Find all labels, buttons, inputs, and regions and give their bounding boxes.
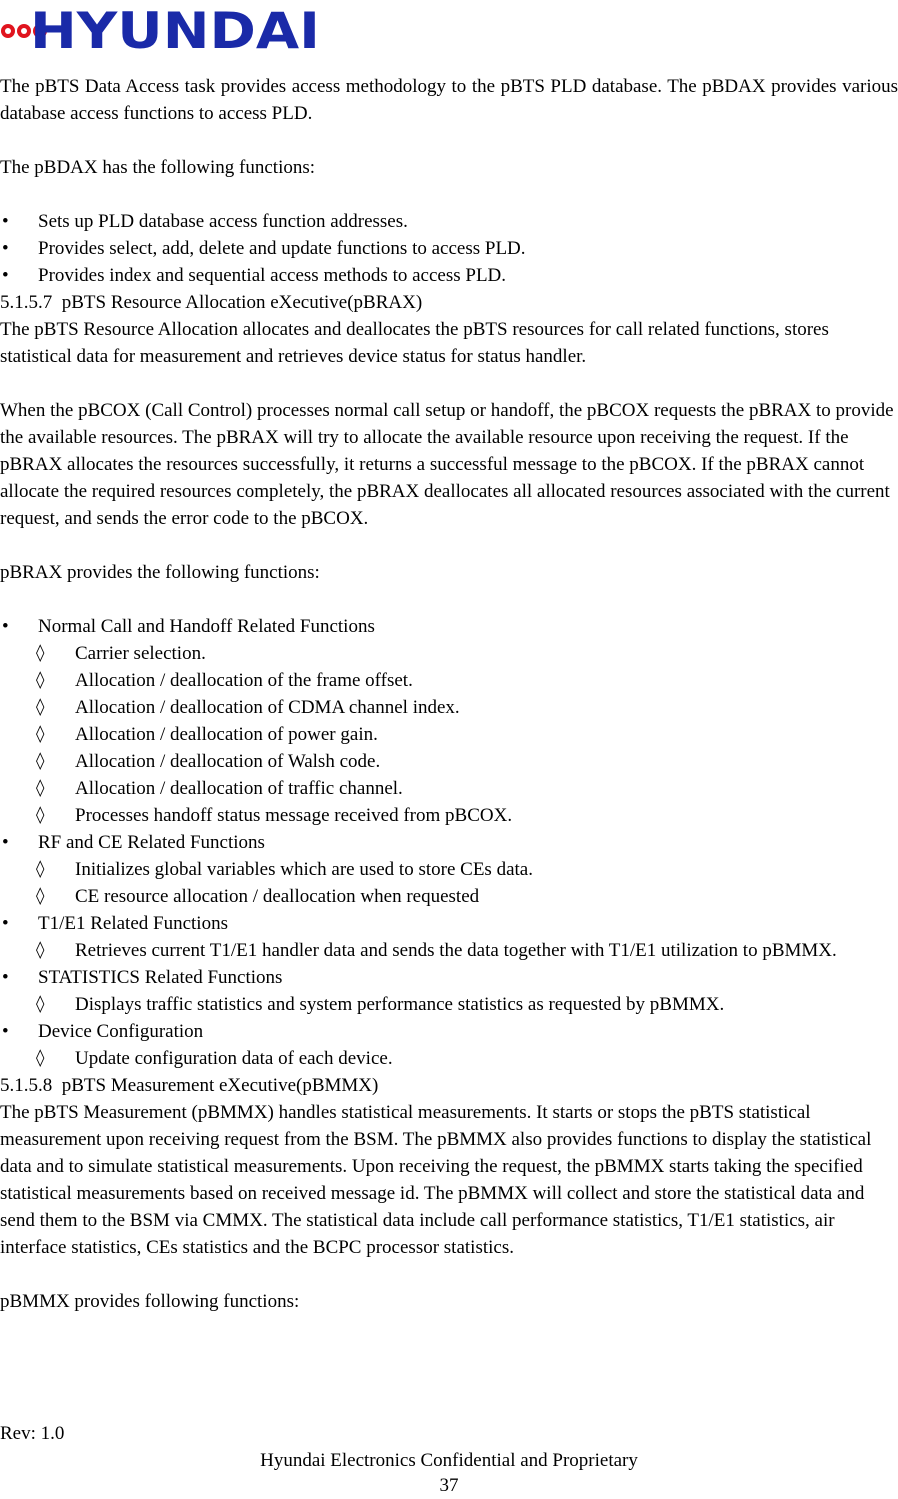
bullet-icon: • <box>2 832 9 853</box>
section-number: 5.1.5.8 <box>0 1075 53 1096</box>
diamond-icon: ◊ <box>36 724 45 744</box>
bullet-icon: • <box>2 238 9 259</box>
sub-list-item: ◊ CE resource allocation / deallocation when requested <box>0 883 898 910</box>
diamond-icon: ◊ <box>36 886 45 906</box>
list-item: • RF and CE Related Functions <box>0 829 898 856</box>
diamond-icon: ◊ <box>36 697 45 717</box>
revision-label: Rev: 1.0 <box>0 1423 65 1444</box>
list-item: • STATISTICS Related Functions <box>0 964 898 991</box>
bullet-icon: • <box>2 211 9 232</box>
sub-list-item: ◊ Processes handoff status message received from pBCOX. <box>0 802 898 829</box>
sub-list-item: ◊ Initializes global variables which are used to store CEs data. <box>0 856 898 883</box>
diamond-icon: ◊ <box>36 805 45 825</box>
diamond-icon: ◊ <box>36 940 45 960</box>
diamond-icon: ◊ <box>36 751 45 771</box>
section-heading-5158 <box>0 1072 898 1099</box>
list-item: • Provides index and sequential access methods to access PLD. <box>0 262 898 289</box>
intro-paragraph: The pBTS Data Access task provides access methodology to the pBTS PLD database. The pBDAX provides various database access functions to access PLD. <box>0 76 898 124</box>
diamond-icon: ◊ <box>36 1048 45 1068</box>
sub-list-item: ◊ Allocation / deallocation of power gain. <box>0 721 898 748</box>
section-number: 5.1.5.7 <box>0 292 53 313</box>
sub-list-item: ◊ Displays traffic statistics and system performance statistics as requested by pBMMX. <box>0 991 898 1018</box>
section-heading-5157 <box>0 289 898 316</box>
section-title: pBTS Resource Allocation eXecutive(pBRAX) <box>61 292 423 313</box>
sub-list-item: ◊ Allocation / deallocation of the frame offset. <box>0 667 898 694</box>
list-item: • Normal Call and Handoff Related Functions <box>0 613 898 640</box>
section-5157-functions-lead: pBRAX provides the following functions: <box>0 562 320 583</box>
confidentiality-notice: Hyundai Electronics Confidential and Proprietary <box>260 1450 638 1471</box>
bullet-icon: • <box>2 1021 9 1042</box>
bullet-icon: • <box>2 913 9 934</box>
list-item: • Device Configuration <box>0 1018 898 1045</box>
document-body <box>0 73 898 1315</box>
sub-list-item: ◊ Allocation / deallocation of traffic channel. <box>0 775 898 802</box>
list-item: • T1/E1 Related Functions <box>0 910 898 937</box>
logo-wordmark: HYUNDAI <box>30 2 320 52</box>
section-5158-functions-lead: pBMMX provides following functions: <box>0 1291 300 1312</box>
section-5157-paragraph-1: The pBTS Resource Allocation allocates and deallocates the pBTS resources for call related functions, stores statistical data for measurement and retrieves device status for status handler. <box>0 319 829 367</box>
sub-list-item: ◊ Update configuration data of each device. <box>0 1045 898 1072</box>
pbrax-function-list <box>0 613 898 1072</box>
page-number: 37 <box>439 1475 459 1496</box>
diamond-icon: ◊ <box>36 859 45 879</box>
diamond-icon: ◊ <box>36 994 45 1014</box>
list-item: • Provides select, add, delete and update functions to access PLD. <box>0 235 898 262</box>
diamond-icon: ◊ <box>36 778 45 798</box>
sub-list-item: ◊ Allocation / deallocation of Walsh code. <box>0 748 898 775</box>
bullet-icon: • <box>2 616 9 637</box>
section-5158-paragraph-1: The pBTS Measurement (pBMMX) handles statistical measurements. It starts or stops the pBTS statistical measurement upon receiving request from the BSM. The pBMMX also provides functions to display the statistical data and to simulate statistical measurements. Upon receiving the request, the pBMMX starts taking the specified statistical measurements based on received message id. The pBMMX will collect and store the statistical data and send them to the BSM via CMMX. The statistical data include call performance statistics, T1/E1 statistics, air interface statistics, CEs statistics and the BCPC processor statistics. <box>0 1102 872 1258</box>
list-item: • Sets up PLD database access function addresses. <box>0 208 898 235</box>
sub-list-item: ◊ Allocation / deallocation of CDMA channel index. <box>0 694 898 721</box>
intro-bullet-list <box>0 208 898 289</box>
hyundai-logo <box>0 2 330 52</box>
section-5157-paragraph-2: When the pBCOX (Call Control) processes normal call setup or handoff, the pBCOX requests the pBRAX to provide the available resources. The pBRAX will try to allocate the available resource upon receiving the request. If the pBRAX allocates the resources successfully, it returns a successful message to the pBCOX. If the pBRAX cannot allocate the required resources completely, the pBRAX deallocates all allocated resources associated with the current request, and sends the error code to the pBCOX. <box>0 400 894 529</box>
bullet-icon: • <box>2 265 9 286</box>
sub-list-item: ◊ Carrier selection. <box>0 640 898 667</box>
diamond-icon: ◊ <box>36 643 45 663</box>
sub-list-item: ◊ Retrieves current T1/E1 handler data and sends the data together with T1/E1 utilization to pBMMX. <box>0 937 898 964</box>
diamond-icon: ◊ <box>36 670 45 690</box>
intro-functions-lead: The pBDAX has the following functions: <box>0 157 316 178</box>
bullet-icon: • <box>2 967 9 988</box>
section-title: pBTS Measurement eXecutive(pBMMX) <box>61 1075 379 1096</box>
